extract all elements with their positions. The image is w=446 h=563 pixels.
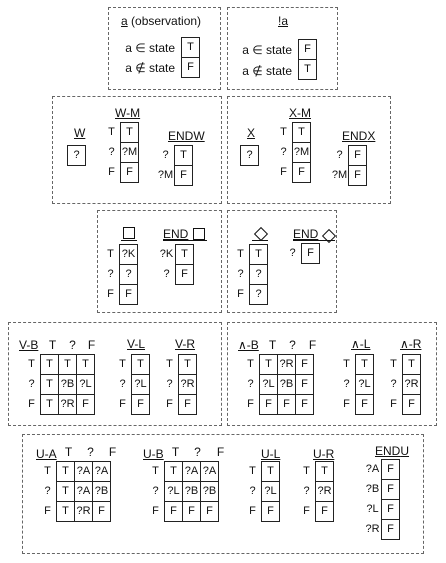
cell: F (349, 146, 367, 166)
cell: F (278, 395, 296, 415)
cell: F (349, 166, 367, 186)
al-title: ∧-L (351, 337, 371, 351)
col-head: ? (194, 445, 201, 459)
row-head: F (390, 398, 397, 410)
panel-negation (227, 7, 338, 90)
row-head: F (280, 166, 287, 178)
row-label: a ∉ state (242, 64, 292, 78)
ub-title: U-B (143, 447, 164, 461)
row-head: ?M (331, 169, 348, 181)
cell: ?B (183, 482, 201, 502)
cell: ?L (356, 375, 374, 395)
row-head: T (44, 465, 51, 477)
row-head: ? (303, 485, 310, 497)
cell: F (165, 502, 183, 522)
ar-title: ∧-R (400, 337, 422, 351)
cell: F (403, 395, 421, 415)
diamond-title-underline (252, 240, 268, 241)
cell: T (57, 462, 75, 482)
cell: F (121, 163, 139, 183)
cell: F (299, 40, 317, 60)
ua-title: U-A (36, 447, 57, 461)
cell: F (262, 502, 280, 522)
cell: T (41, 395, 59, 415)
endx-table (331, 145, 367, 186)
wm-table (103, 122, 139, 183)
cell: T (299, 60, 317, 80)
row-head: ? (163, 268, 170, 280)
cell: ?B (93, 482, 111, 502)
diamond-title (254, 226, 268, 244)
cell: ?L (262, 482, 280, 502)
row-head: F (343, 398, 350, 410)
cell: T (250, 245, 268, 265)
end-box-title (163, 227, 188, 241)
cell: T (316, 462, 334, 482)
cell: ?R (59, 395, 77, 415)
row-head: ?A (365, 463, 380, 475)
row-head: T (28, 358, 35, 370)
cell: F (382, 520, 400, 540)
cell: T (57, 502, 75, 522)
cell: T (132, 355, 150, 375)
endx-symbol: X (367, 129, 376, 143)
cell: T (179, 355, 197, 375)
endw-table (157, 145, 193, 186)
endu-table (364, 459, 400, 540)
cell: ? (250, 285, 268, 305)
wm-title: W-M (115, 106, 141, 120)
row-head: T (247, 358, 254, 370)
row-head: F (237, 288, 244, 300)
row-label: a ∈ state (242, 43, 292, 57)
col-head: F (108, 445, 117, 459)
row-head: ? (119, 378, 126, 390)
cell: F (296, 355, 314, 375)
endu-symbol: U (400, 444, 410, 458)
end-diamond-prefix: END (293, 227, 319, 241)
cell: ?A (201, 462, 219, 482)
x-table (240, 145, 259, 166)
col-head: T (268, 338, 277, 352)
cell: T (403, 355, 421, 375)
ul-table (244, 461, 280, 522)
observation-symbol: a (121, 14, 128, 28)
endu-title (375, 444, 409, 458)
cell: F (93, 502, 111, 522)
row-label: a ∉ state (125, 61, 175, 75)
row-head: F (44, 505, 51, 517)
row-head: F (247, 398, 254, 410)
xm-table (275, 122, 311, 183)
ub-table (147, 461, 219, 522)
end-box-title-underline (163, 240, 207, 241)
w-table (67, 145, 86, 166)
endw-symbol: W (193, 129, 205, 143)
vl-title: V-L (127, 337, 146, 351)
cell: ?A (75, 462, 93, 482)
ul-title: U-L (261, 447, 281, 461)
box-operator-icon (193, 228, 205, 240)
row-head: ? (247, 378, 254, 390)
row-head: ? (152, 485, 159, 497)
row-head: T (303, 465, 310, 477)
ab-title: ∧-B (238, 338, 259, 352)
cell: T (176, 245, 194, 265)
cell: ?M (293, 143, 311, 163)
cell: T (121, 123, 139, 143)
row-head: T (343, 358, 350, 370)
end-box-symbol (193, 226, 205, 244)
col-head: T (171, 445, 180, 459)
row-head: ? (390, 378, 397, 390)
cell: F (176, 265, 194, 285)
ur-table (298, 461, 334, 522)
cell: T (59, 355, 77, 375)
row-head: ?K (159, 248, 174, 260)
box-title-underline (121, 240, 137, 241)
col-head: ? (69, 338, 76, 352)
row-head: ? (162, 149, 169, 161)
cell: T (182, 38, 200, 58)
row-head: F (108, 166, 115, 178)
al-table (338, 354, 374, 415)
cell: F (183, 502, 201, 522)
cell: F (382, 460, 400, 480)
end-diamond-title (293, 227, 318, 241)
box-operator-icon (123, 227, 135, 239)
cell: F (296, 375, 314, 395)
col-head: F (87, 338, 96, 352)
cell: ?A (75, 482, 93, 502)
row-head: ? (289, 247, 296, 259)
cell: ?R (316, 482, 334, 502)
vb-table (23, 354, 95, 415)
row-head: ? (108, 146, 115, 158)
end-diamond-table (284, 243, 320, 264)
cell: F (302, 244, 320, 264)
row-head: T (107, 248, 114, 260)
row-head: ? (249, 485, 256, 497)
box-table (102, 244, 138, 305)
row-head: T (390, 358, 397, 370)
cell: ?R (403, 375, 421, 395)
negation-title: !a (278, 14, 289, 28)
cell: ?L (165, 482, 183, 502)
panel-observation (108, 7, 221, 90)
end-diamond-symbol (322, 228, 336, 246)
cell: ?B (201, 482, 219, 502)
cell: F (120, 285, 138, 305)
vl-table (114, 354, 150, 415)
cell: F (356, 395, 374, 415)
cell: F (296, 395, 314, 415)
vb-title: V-B (19, 338, 39, 352)
row-head: T (166, 358, 173, 370)
row-head: ? (343, 378, 350, 390)
cell: ?R (278, 355, 296, 375)
cell: F (293, 163, 311, 183)
diamond-table (232, 244, 268, 305)
row-head: ? (44, 485, 51, 497)
row-head: ? (166, 378, 173, 390)
panel-release (8, 322, 222, 426)
cell: T (262, 462, 280, 482)
row-head: ?L (366, 503, 379, 515)
panel-box (97, 210, 222, 313)
row-head: T (249, 465, 256, 477)
panel-strong-next (227, 96, 391, 204)
row-head: F (249, 505, 256, 517)
cell: ?K (120, 245, 138, 265)
cell: T (77, 355, 95, 375)
panel-conjunction (227, 322, 437, 426)
cell: F (132, 395, 150, 415)
cell: ? (241, 146, 259, 166)
cell: ? (120, 265, 138, 285)
cell: ?R (75, 502, 93, 522)
row-head: ? (237, 268, 244, 280)
negation-table (298, 39, 317, 80)
cell: T (41, 375, 59, 395)
row-head: T (119, 358, 126, 370)
observation-table (181, 37, 200, 78)
row-head: ?M (157, 169, 174, 181)
cell: ?L (132, 375, 150, 395)
panel-until (22, 434, 424, 554)
vr-title: V-R (175, 337, 196, 351)
row-head: T (152, 465, 159, 477)
cell: ?B (59, 375, 77, 395)
cell: ?A (93, 462, 111, 482)
endw-prefix: END (168, 129, 194, 143)
ar-table (385, 354, 421, 415)
cell: T (41, 355, 59, 375)
end-box-prefix: END (163, 227, 189, 241)
cell: F (182, 58, 200, 78)
row-head: ? (280, 146, 287, 158)
cell: ? (68, 146, 86, 166)
w-title: W (74, 126, 86, 140)
cell: ?B (278, 375, 296, 395)
col-head: F (216, 445, 225, 459)
row-head: F (28, 398, 35, 410)
cell: F (77, 395, 95, 415)
diamond-operator-icon (254, 227, 268, 241)
row-head: ? (28, 378, 35, 390)
row-head: ? (107, 268, 114, 280)
endx-prefix: END (342, 129, 368, 143)
row-head: T (237, 248, 244, 260)
cell: T (165, 462, 183, 482)
cell: F (316, 502, 334, 522)
row-head: T (108, 126, 115, 138)
cell: F (201, 502, 219, 522)
cell: ?L (260, 375, 278, 395)
observation-title (121, 14, 201, 28)
row-head: T (280, 126, 287, 138)
col-head: T (64, 445, 73, 459)
cell: F (382, 500, 400, 520)
row-head: F (152, 505, 159, 517)
vr-table (161, 354, 197, 415)
end-box-table (158, 244, 194, 285)
cell: F (175, 166, 193, 186)
row-head: F (166, 398, 173, 410)
endw-title (168, 129, 205, 143)
xm-title: X-M (289, 106, 311, 120)
cell: T (260, 355, 278, 375)
observation-title-text: (observation) (127, 14, 202, 28)
cell: ?R (179, 375, 197, 395)
row-head: ?B (365, 483, 380, 495)
endu-prefix: END (375, 444, 401, 458)
panel-weak-next (52, 96, 222, 204)
cell: F (260, 395, 278, 415)
row-head: F (119, 398, 126, 410)
cell: ?L (77, 375, 95, 395)
col-head: ? (289, 338, 296, 352)
endx-title (342, 129, 375, 143)
cell: ?M (121, 143, 139, 163)
cell: T (57, 482, 75, 502)
ua-table (39, 461, 111, 522)
cell: T (356, 355, 374, 375)
row-head: ?R (365, 523, 380, 535)
ab-table (242, 354, 314, 415)
row-head: ? (336, 149, 343, 161)
cell: ?A (183, 462, 201, 482)
col-head: F (308, 338, 317, 352)
cell: T (175, 146, 193, 166)
row-head: F (107, 288, 114, 300)
cell: F (382, 480, 400, 500)
row-head: F (303, 505, 310, 517)
cell: ? (250, 265, 268, 285)
row-label: a ∈ state (125, 41, 175, 55)
cell: T (293, 123, 311, 143)
end-diamond-title-underline (293, 240, 335, 241)
ur-title: U-R (313, 447, 335, 461)
cell: F (179, 395, 197, 415)
col-head: T (48, 338, 57, 352)
panel-diamond (227, 210, 337, 313)
x-title: X (247, 126, 256, 140)
col-head: ? (87, 445, 94, 459)
